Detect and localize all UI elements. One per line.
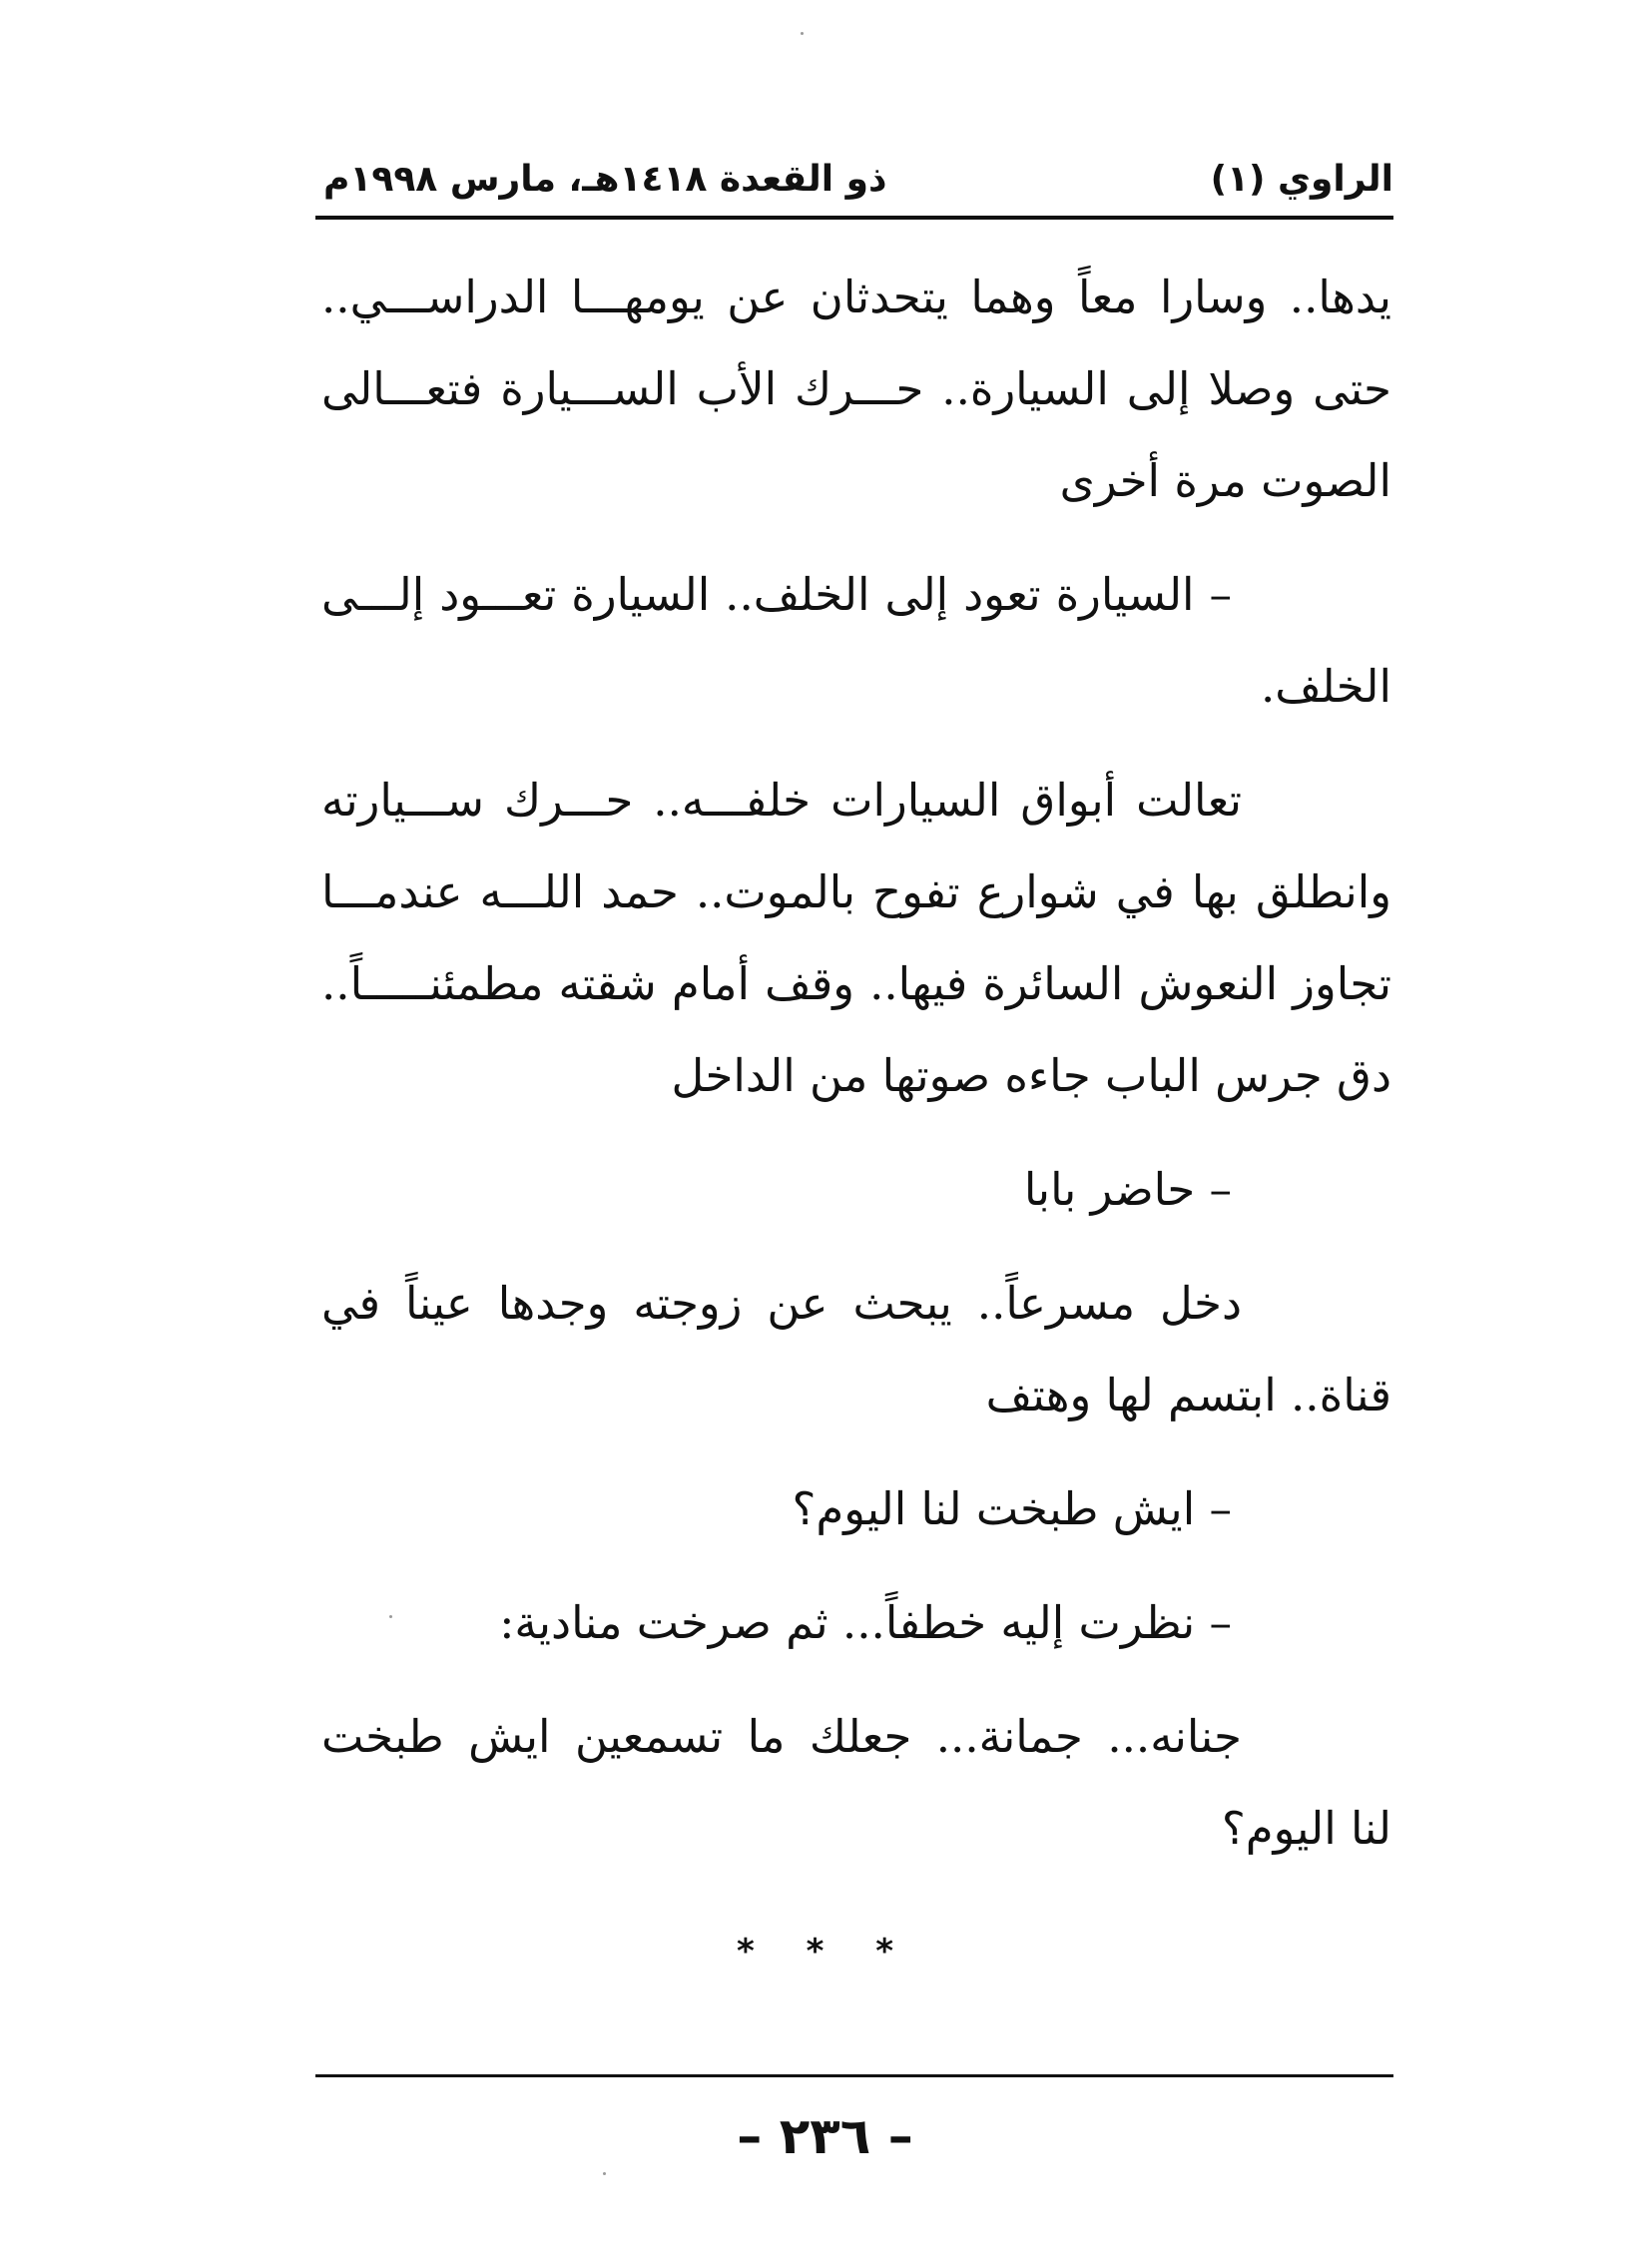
running-header [315,150,1393,210]
dialogue-line: – السيارة تعود إلى الخلف.. السيارة تعـــود إلـــى [321,568,1232,621]
header-journal-title: الراوي (١) [1210,159,1393,200]
header-issue-date: ذو القعدة ١٤١٨هـ، مارس ١٩٩٨م [323,159,887,200]
scan-speck [389,1615,392,1618]
text-line: وانطلق بها في شوارع تفوح بالموت.. حمد اللـــه عندمـــا [321,865,1391,918]
text-line: الصوت مرة أخرى [1059,454,1391,507]
header-rule [315,216,1393,220]
text-line: حتى وصلا إلى السيارة.. حـــرك الأب الســـيارة فتعـــالى [321,362,1391,415]
dialogue-line: – نظرت إليه خطفاً... ثم صرخت منادية: [499,1596,1232,1649]
text-line: دق جرس الباب جاءه صوتها من الداخل [671,1049,1391,1102]
text-line: تعالت أبواق السيارات خلفـــه.. حـــرك ســـيارته [321,774,1242,827]
text-line: يدها.. وسارا معاً وهما يتحدثان عن يومهـــا الدراســـي.. [321,271,1391,323]
section-separator: * * * [736,1932,913,1972]
dialogue-line: – حاضر بابا [1023,1163,1232,1216]
scan-speck [801,32,804,35]
text-line: دخل مسرعاً.. يبحث عن زوجته وجدها عيناً في [321,1277,1242,1330]
text-line: قناة.. ابتسم لها وهتف [985,1369,1391,1421]
footer-rule [315,2074,1393,2077]
story-body [321,252,1391,1875]
text-line: تجاوز النعوش السائرة فيها.. وقف أمام شقته مطمئنـــــاً.. [321,957,1391,1010]
dialogue-line: – ايش طبخت لنا اليوم؟ [792,1482,1232,1535]
scan-speck [603,2172,606,2175]
text-line: لنا اليوم؟ [1221,1802,1391,1855]
dialogue-line: الخلف. [1260,660,1391,713]
text-line: جنانه... جمانة... جعلك ما تسمعين ايش طبخت [321,1710,1242,1763]
page-number: – ٢٣٦ – [737,2107,913,2165]
